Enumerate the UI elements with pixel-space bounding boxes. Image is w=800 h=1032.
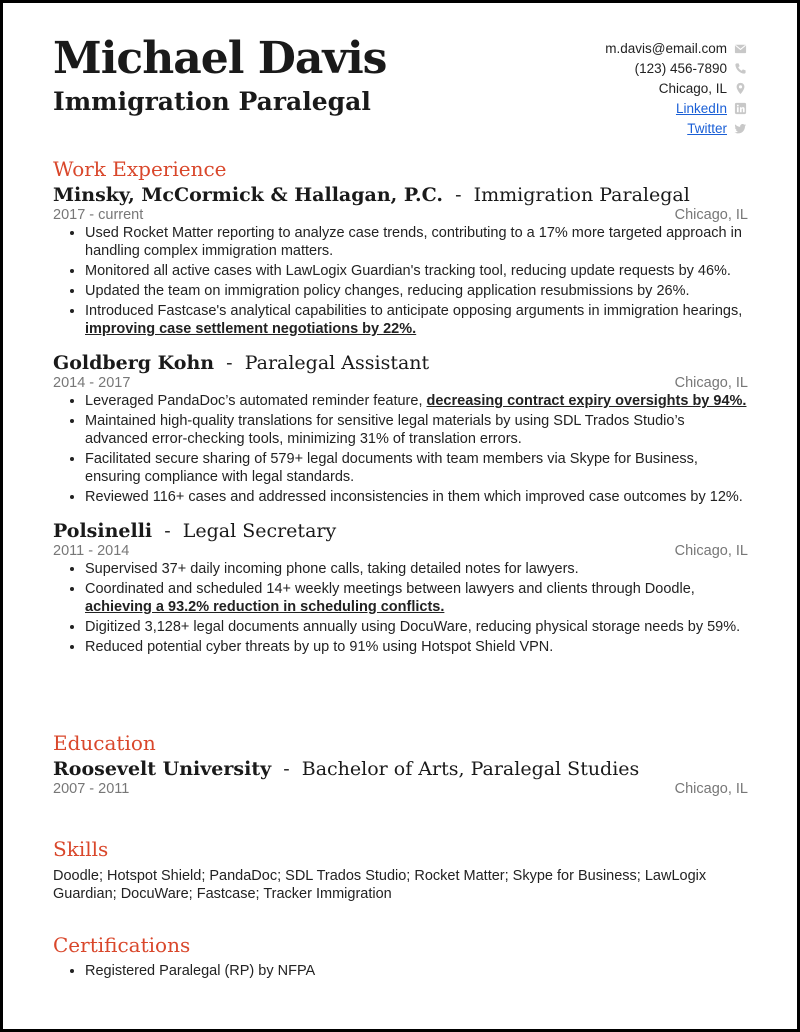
job-role: Legal Secretary <box>182 520 337 542</box>
education-field: Paralegal Studies <box>470 758 640 780</box>
contact-twitter <box>447 118 747 138</box>
job-bullet <box>85 638 748 656</box>
job-bullet <box>85 262 748 280</box>
skills-heading: Skills <box>53 837 109 861</box>
contact-location <box>447 78 747 98</box>
job-bullets <box>53 560 748 656</box>
location-pin-icon <box>734 82 747 95</box>
job-dates: 2017 - current <box>53 207 144 223</box>
bullet-text: Digitized 3,128+ legal documents annually using DocuWare, reducing physical storage needs by 59%. <box>85 619 741 635</box>
twitter-link[interactable]: Twitter <box>687 120 727 136</box>
job-dates: 2011 - 2014 <box>53 543 130 559</box>
skills-section <box>53 837 748 903</box>
job-company: Goldberg Kohn <box>53 352 215 374</box>
education-dates: 2007 - 2011 <box>53 781 130 797</box>
separator: - <box>220 352 239 374</box>
job-location: Chicago, IL <box>674 543 748 559</box>
job-location: Chicago, IL <box>674 375 748 391</box>
job-header <box>53 352 748 374</box>
job-role: Immigration Paralegal <box>473 184 690 206</box>
job-meta <box>53 543 748 559</box>
bullet-text: Reviewed 116+ cases and addressed inconsistencies in them which improved case outcomes by 12%. <box>85 489 743 505</box>
location-text: Chicago, IL <box>658 80 727 96</box>
contact-linkedin <box>447 98 747 118</box>
job-entry <box>53 352 748 506</box>
skills-list: Doodle; Hotspot Shield; PandaDoc; SDL Trados Studio; Rocket Matter; Skype for Business; LawLogix Guardian; DocuWare; Fastcase; Tracker Immigration <box>53 868 707 902</box>
job-bullet <box>85 224 748 260</box>
job-bullet <box>85 392 748 410</box>
contact-phone <box>447 58 747 78</box>
job-meta <box>53 207 748 223</box>
phone-text: (123) 456-7890 <box>634 60 727 76</box>
linkedin-icon <box>734 102 747 115</box>
job-dates: 2014 - 2017 <box>53 375 131 391</box>
bullet-text: Reduced potential cyber threats by up to 91% using Hotspot Shield VPN. <box>85 639 554 655</box>
bullet-text: Supervised 37+ daily incoming phone calls, taking detailed notes for lawyers. <box>85 561 579 577</box>
job-location: Chicago, IL <box>674 207 748 223</box>
bullet-text: Updated the team on immigration policy changes, reducing application resubmissions by 26%. <box>85 283 690 299</box>
work-experience-heading: Work Experience <box>53 157 227 181</box>
bullet-text: Monitored all active cases with LawLogix Guardian's tracking tool, reducing update requests by 46%. <box>85 263 731 279</box>
separator: - <box>277 758 296 780</box>
twitter-bird-icon <box>734 122 747 135</box>
work-experience-section <box>53 157 748 658</box>
job-bullet <box>85 450 748 486</box>
contact-email <box>447 38 747 58</box>
candidate-name: Michael Davis <box>53 33 387 84</box>
job-bullet <box>85 580 748 616</box>
bullet-text: Facilitated secure sharing of 579+ legal documents with team members via Skype for Business, ensuring compliance with legal standards. <box>85 451 698 485</box>
phone-icon <box>734 62 747 75</box>
education-degree: Bachelor of Arts, <box>301 758 465 780</box>
education-header <box>53 758 748 780</box>
job-meta <box>53 375 748 391</box>
job-bullets <box>53 392 748 506</box>
certifications-section <box>53 933 748 982</box>
job-bullet <box>85 302 748 338</box>
job-header <box>53 520 748 542</box>
contact-block <box>447 38 747 138</box>
bullet-text: Maintained high-quality translations for sensitive legal materials by using SDL Trados Studio’s advanced error-checking tools, minimizing 31% of translation errors. <box>85 413 685 447</box>
job-bullets <box>53 224 748 338</box>
bullet-highlight: improving case settlement negotiations by 22%. <box>85 321 417 337</box>
bullet-highlight: achieving a 93.2% reduction in scheduling conflicts. <box>85 599 445 615</box>
bullet-text: Introduced Fastcase's analytical capabilities to anticipate opposing arguments in immigration hearings, <box>85 303 743 319</box>
job-bullet <box>85 560 748 578</box>
education-section <box>53 731 748 797</box>
education-meta <box>53 781 748 797</box>
job-bullet <box>85 618 748 636</box>
certifications-list <box>53 962 748 980</box>
job-role: Paralegal Assistant <box>244 352 430 374</box>
education-school: Roosevelt University <box>53 758 272 780</box>
bullet-highlight: decreasing contract expiry oversights by 94%. <box>426 393 747 409</box>
email-text: m.davis@email.com <box>605 40 727 56</box>
job-company: Minsky, McCormick & Hallagan, P.C. <box>53 184 444 206</box>
job-bullet <box>85 282 748 300</box>
linkedin-link[interactable]: LinkedIn <box>675 100 727 116</box>
envelope-icon <box>734 42 747 55</box>
job-header <box>53 184 748 206</box>
job-bullet <box>85 488 748 506</box>
certification-item: • Registered Paralegal (RP) by NFPA <box>85 962 748 980</box>
bullet-text: Used Rocket Matter reporting to analyze case trends, contributing to a 17% more targeted approach in handling complex immigration matters. <box>85 225 742 259</box>
job-bullet <box>85 412 748 448</box>
job-entry <box>53 520 748 656</box>
separator: - <box>449 184 468 206</box>
candidate-title: Immigration Paralegal <box>53 87 371 116</box>
education-heading: Education <box>53 731 156 755</box>
bullet-text: Coordinated and scheduled 14+ weekly meetings between lawyers and clients through Doodle, <box>85 581 695 597</box>
job-entry <box>53 184 748 338</box>
resume-page <box>3 3 797 1029</box>
job-company: Polsinelli <box>53 520 153 542</box>
bullet-text: Leveraged PandaDoc’s automated reminder feature, <box>85 393 427 409</box>
separator: - <box>158 520 177 542</box>
certifications-heading: Certifications <box>53 933 191 957</box>
education-location: Chicago, IL <box>674 781 748 797</box>
